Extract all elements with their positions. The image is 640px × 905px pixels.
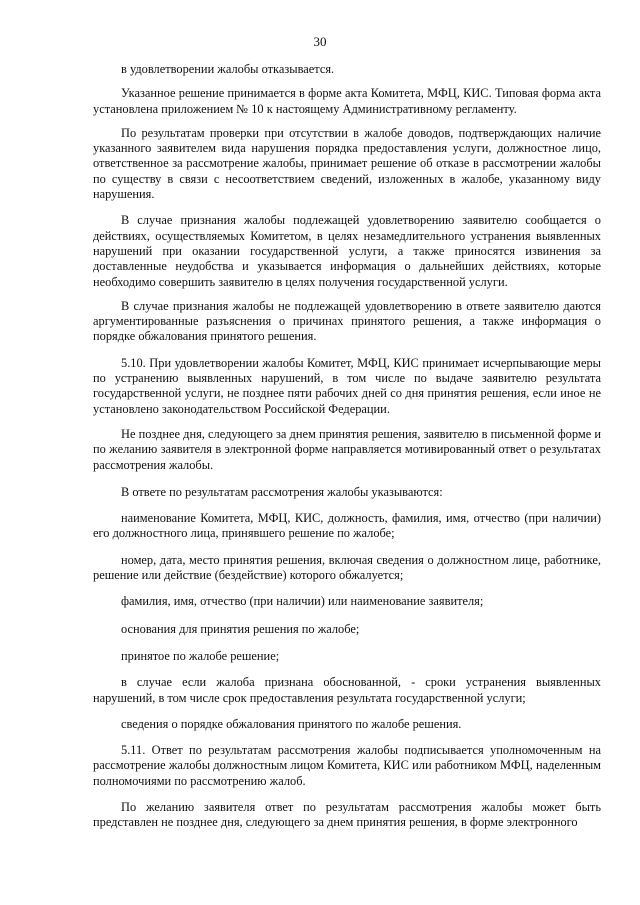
paragraph: в удовлетворении жалобы отказывается. — [121, 62, 335, 76]
paragraph: сведения о порядке обжалования принятого по жалобе решения. — [121, 716, 462, 731]
paragraph: номер, дата, место принятия решения, включая сведения о должностном лице, работнике, решение или действие (бездействие) которого обжалуется; — [93, 552, 601, 583]
paragraph: Не позднее дня, следующего за днем принятия решения, заявителю в письменной форме и по желанию заявителя в электронной форме направляется мотивированный ответ о результатах рассмотрения жалобы. — [93, 426, 601, 472]
paragraph: основания для принятия решения по жалобе; — [121, 621, 360, 636]
page-number: 30 — [313, 34, 327, 49]
paragraph: в случае если жалоба признана обоснованной, - сроки устранения выявленных нарушений, в том числе срок предоставления результата государственной услуги; — [93, 675, 601, 705]
paragraph: По желанию заявителя ответ по результатам рассмотрения жалобы может быть представлен не позднее дня, следующего за днем принятия решения, в форме электронного — [93, 799, 601, 830]
paragraph: принятое по жалобе решение; — [121, 648, 280, 663]
paragraph: наименование Комитета, МФЦ, КИС, должность, фамилия, имя, отчество (при наличии) его должностного лица, принявшего решение по жалобе; — [93, 511, 601, 541]
paragraph: Указанное решение принимается в форме акта Комитета, МФЦ, КИС. Типовая форма акта установлена приложением № 10 к настоящему Административному регламенту. — [93, 86, 601, 116]
paragraph: 5.10. При удовлетворении жалобы Комитет, МФЦ, КИС принимает исчерпывающие меры по устранению выявленных нарушений, в том числе по выдаче заявителю результата государственной услуги, не позднее пяти рабочих дней со дня принятия решения, если иное не установлено законодательством Российской Федерации. — [93, 355, 601, 416]
paragraph: В случае признания жалобы не подлежащей удовлетворению в ответе заявителю даются аргументированные разъяснения о причинах принятого решения, а также информация о порядке обжалования принятого решения. — [93, 298, 601, 344]
paragraph: По результатам проверки при отсутствии в жалобе доводов, подтверждающих наличие указанного заявителем вида нарушения порядка предоставления услуги, должностное лицо, ответственное за рассмотрение жалобы, принимает решение об отказе в рассмотрении жалобы по существу в связи с несоответствием сведений, изложенных в жалобе, указанному виду нарушения. — [93, 125, 601, 202]
paragraph: фамилия, имя, отчество (при наличии) или наименование заявителя; — [121, 594, 484, 609]
paragraph: В ответе по результатам рассмотрения жалобы указываются: — [121, 484, 443, 499]
document-body — [93, 62, 601, 831]
paragraph: 5.11. Ответ по результатам рассмотрения жалобы подписывается уполномоченным на рассмотрение жалобы должностным лицом Комитета, КИС или работником МФЦ, наделенным полномочиями по рассмотрению жалоб. — [93, 743, 601, 788]
paragraph: В случае признания жалобы подлежащей удовлетворению заявителю сообщается о действиях, осуществляемых Комитетом, в целях незамедлительного устранения выявленных нарушений при оказании государственной услуги, а также приносятся извинения за доставленные неудобства и указывается информация о дальнейших действиях, которые необходимо совершить заявителю в целях получения государственной услуги. — [93, 213, 601, 289]
